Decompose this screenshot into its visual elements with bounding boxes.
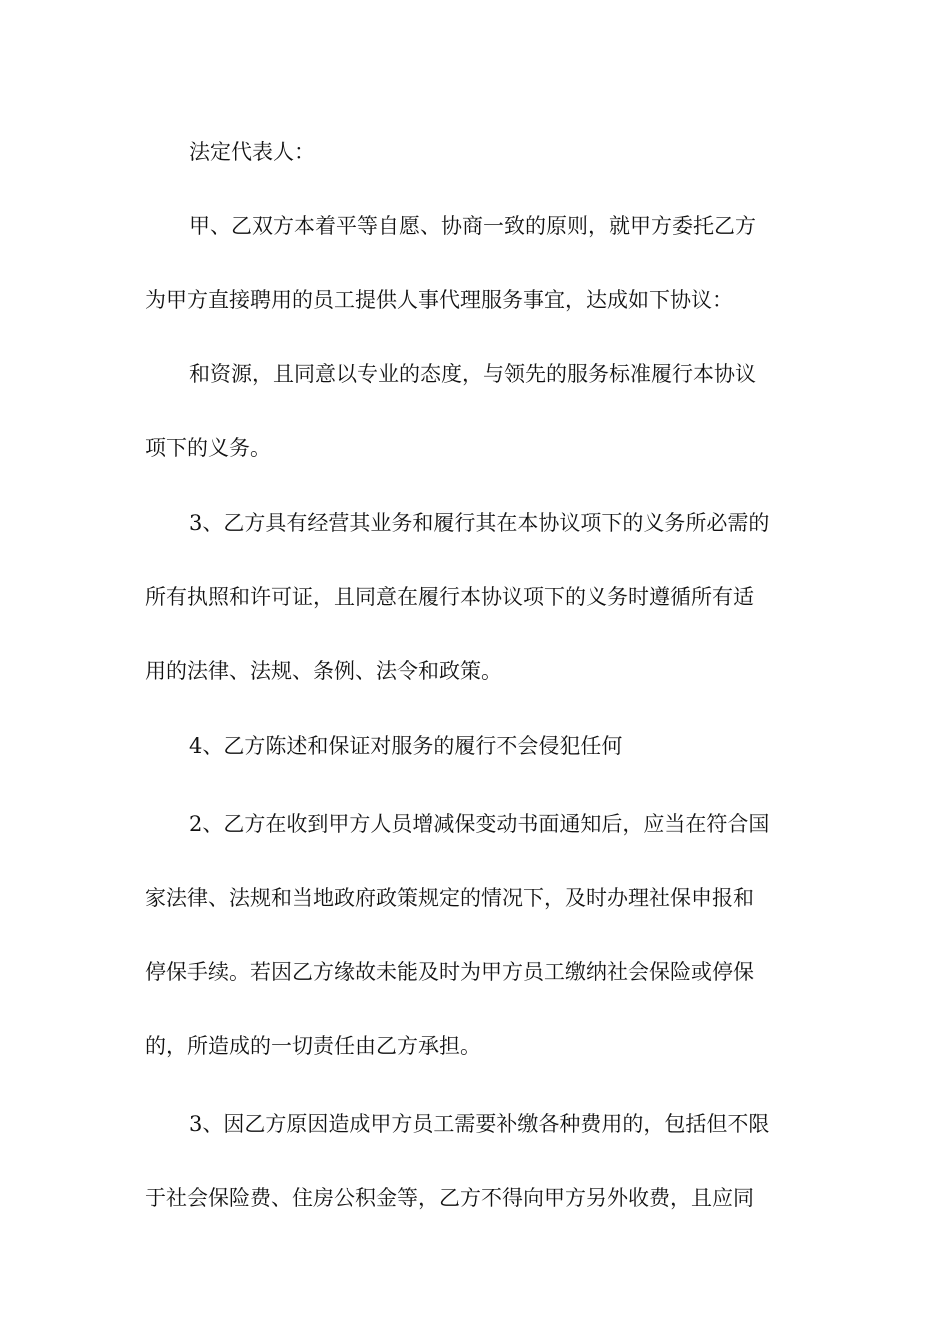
paragraph-line: 停保手续。若因乙方缘故未能及时为甲方员工缴纳社会保险或停保: [145, 960, 754, 984]
paragraph-line: 项下的义务。: [145, 436, 271, 460]
paragraph-line: 为甲方直接聘用的员工提供人事代理服务事宜，达成如下协议：: [145, 288, 733, 312]
paragraph-line: 3、乙方具有经营其业务和履行其在本协议项下的义务所必需的: [189, 511, 770, 535]
paragraph-line: 用的法律、法规、条例、法令和政策。: [145, 659, 502, 683]
paragraph-line: 甲、乙双方本着平等自愿、协商一致的原则，就甲方委托乙方: [189, 214, 756, 238]
paragraph-line: 家法律、法规和当地政府政策规定的情况下，及时办理社保申报和: [145, 886, 754, 910]
legal-representative-label: 法定代表人：: [189, 140, 315, 164]
paragraph-line: 于社会保险费、住房公积金等，乙方不得向甲方另外收费，且应同: [145, 1186, 754, 1210]
paragraph-line: 3、因乙方原因造成甲方员工需要补缴各种费用的，包括但不限: [189, 1112, 770, 1136]
paragraph-line: 4、乙方陈述和保证对服务的履行不会侵犯任何: [189, 734, 623, 758]
paragraph-line: 所有执照和许可证，且同意在履行本协议项下的义务时遵循所有适: [145, 585, 754, 609]
paragraph-line: 的，所造成的一切责任由乙方承担。: [145, 1034, 481, 1058]
paragraph-line: 2、乙方在收到甲方人员增减保变动书面通知后，应当在符合国: [189, 812, 770, 836]
paragraph-line: 和资源，且同意以专业的态度，与领先的服务标准履行本协议: [189, 362, 756, 386]
